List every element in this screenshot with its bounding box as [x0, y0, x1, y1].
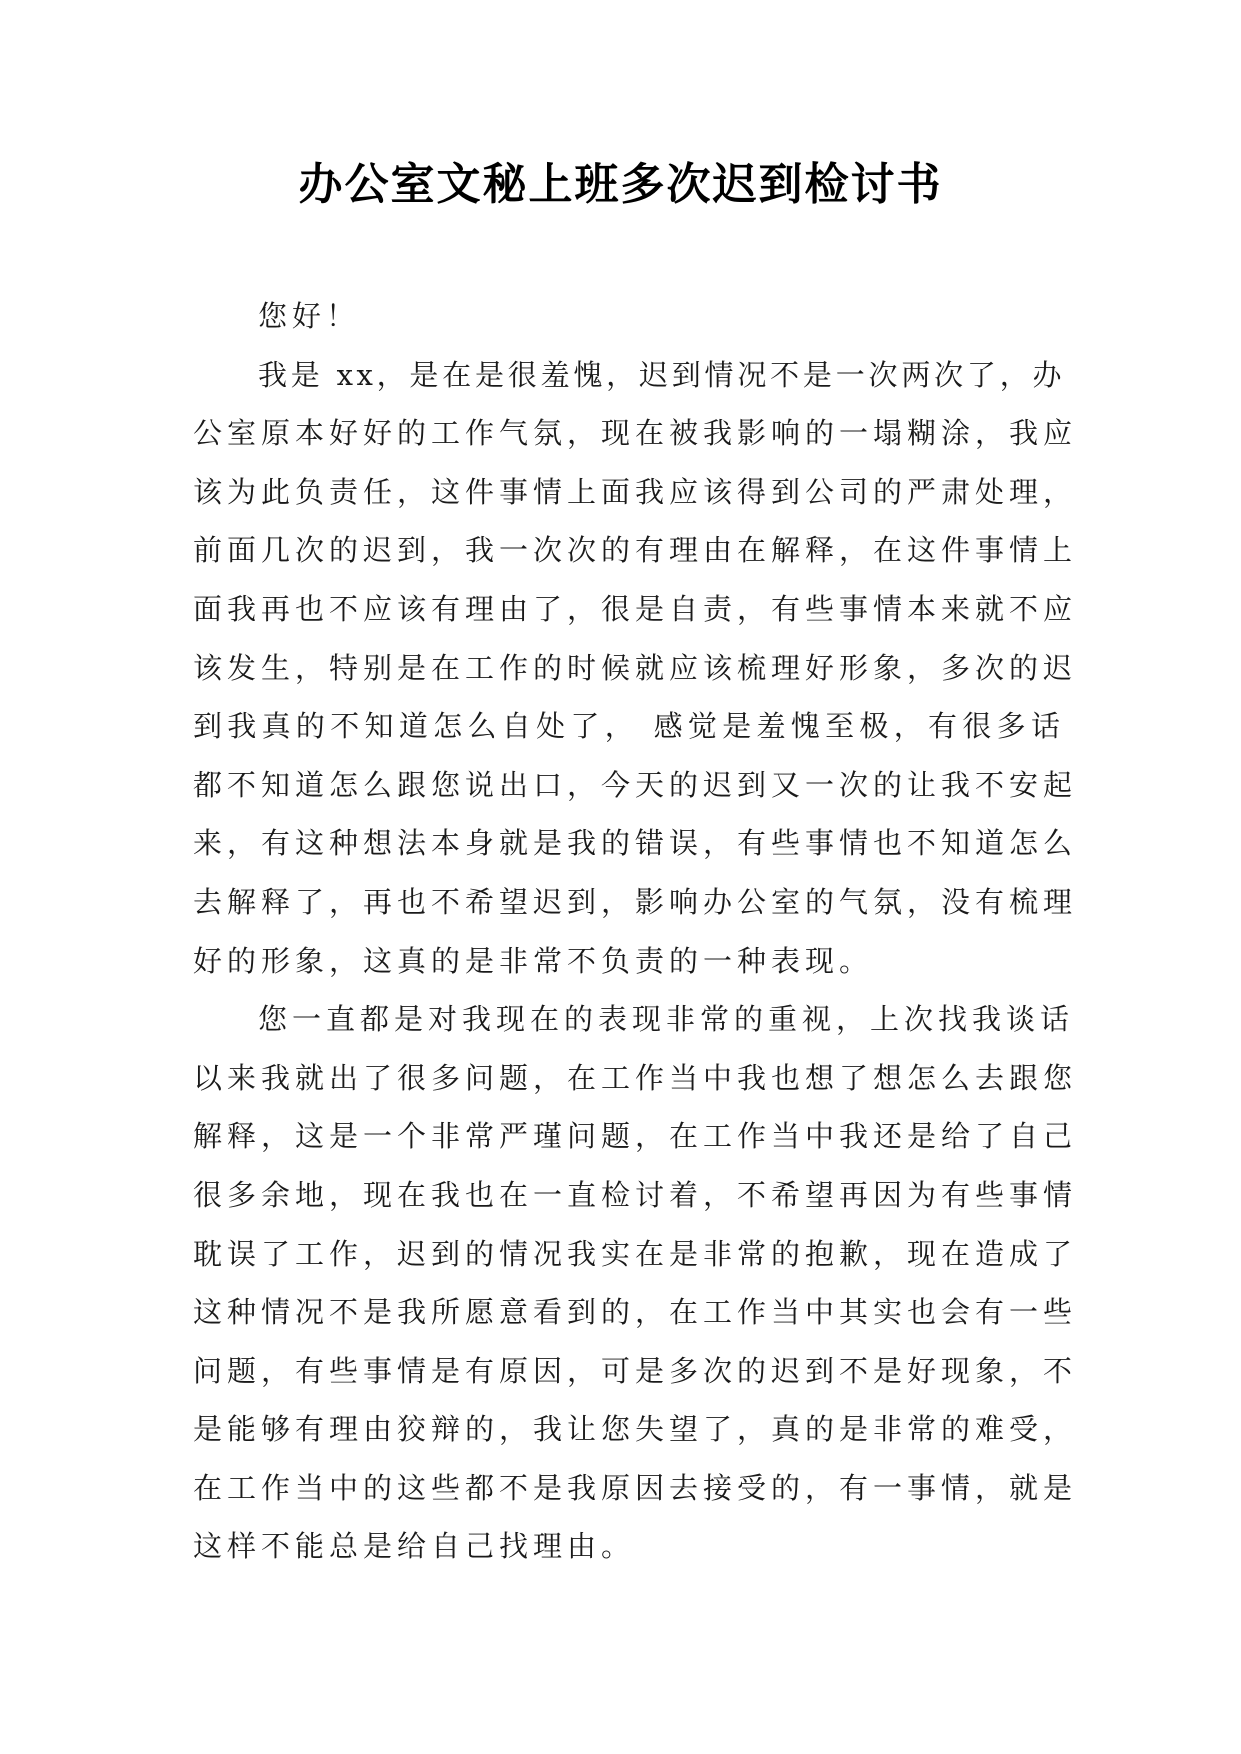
- salutation: [193, 287, 1065, 346]
- document-body: [193, 287, 1078, 1576]
- paragraph-line: 这种情况不是我所愿意看到的，在工作当中其实也会有一些: [193, 1295, 1078, 1330]
- paragraph-line: 这样不能总是给自己找理由。: [193, 1529, 636, 1564]
- paragraph-line: 都不知道怎么跟您说出口，今天的迟到又一次的让我不安起: [193, 767, 1078, 802]
- paragraph-line: 是能够有理由狡辩的，我让您失望了，真的是非常的难受，: [193, 1412, 1078, 1447]
- paragraph-line: 问题，有些事情是有原因，可是多次的迟到不是好现象，不: [193, 1353, 1078, 1388]
- paragraph-line: 好的形象，这真的是非常不负责的一种表现。: [193, 943, 874, 978]
- paragraph-line: 很多余地，现在我也在一直检讨着，不希望再因为有些事情: [193, 1177, 1078, 1212]
- paragraph-line: 该发生，特别是在工作的时候就应该梳理好形象，多次的迟: [193, 650, 1078, 685]
- paragraph-line: 来，有这种想法本身就是我的错误，有些事情也不知道怎么: [193, 826, 1078, 861]
- paragraph-line: 面我再也不应该有理由了，很是自责，有些事情本来就不应: [193, 591, 1078, 626]
- paragraph-line: 该为此负责任，这件事情上面我应该得到公司的严肃处理，: [193, 474, 1078, 509]
- paragraph-line: 您一直都是对我现在的表现非常的重视，上次找我谈话: [258, 1002, 1075, 1037]
- paragraph-line: 到我真的不知道怎么自处了， 感觉是羞愧至极，有很多话: [193, 709, 1065, 744]
- paragraph-line: 前面几次的迟到，我一次次的有理由在解释，在这件事情上: [193, 533, 1078, 568]
- paragraph-2: [193, 990, 1078, 1576]
- paragraph-line: 解释，这是一个非常严瑾问题，在工作当中我还是给了自己: [193, 1119, 1078, 1154]
- paragraph-line: 您好！: [258, 299, 361, 333]
- paragraph-line: 公室原本好好的工作气氛，现在被我影响的一塌糊涂，我应: [193, 416, 1078, 451]
- paragraph-1: [193, 346, 1078, 991]
- document-title: 办公室文秘上班多次迟到检讨书: [298, 159, 943, 210]
- paragraph-line: 在工作当中的这些都不是我原因去接受的，有一事情，就是: [193, 1470, 1078, 1505]
- paragraph-line: 以来我就出了很多问题，在工作当中我也想了想怎么去跟您: [193, 1060, 1078, 1095]
- paragraph-line: 去解释了，再也不希望迟到，影响办公室的气氛，没有梳理: [193, 884, 1078, 919]
- paragraph-line: 耽误了工作，迟到的情况我实在是非常的抱歉，现在造成了: [193, 1236, 1078, 1271]
- paragraph-line: 我是 xx，是在是很羞愧，迟到情况不是一次两次了，办: [258, 357, 1065, 392]
